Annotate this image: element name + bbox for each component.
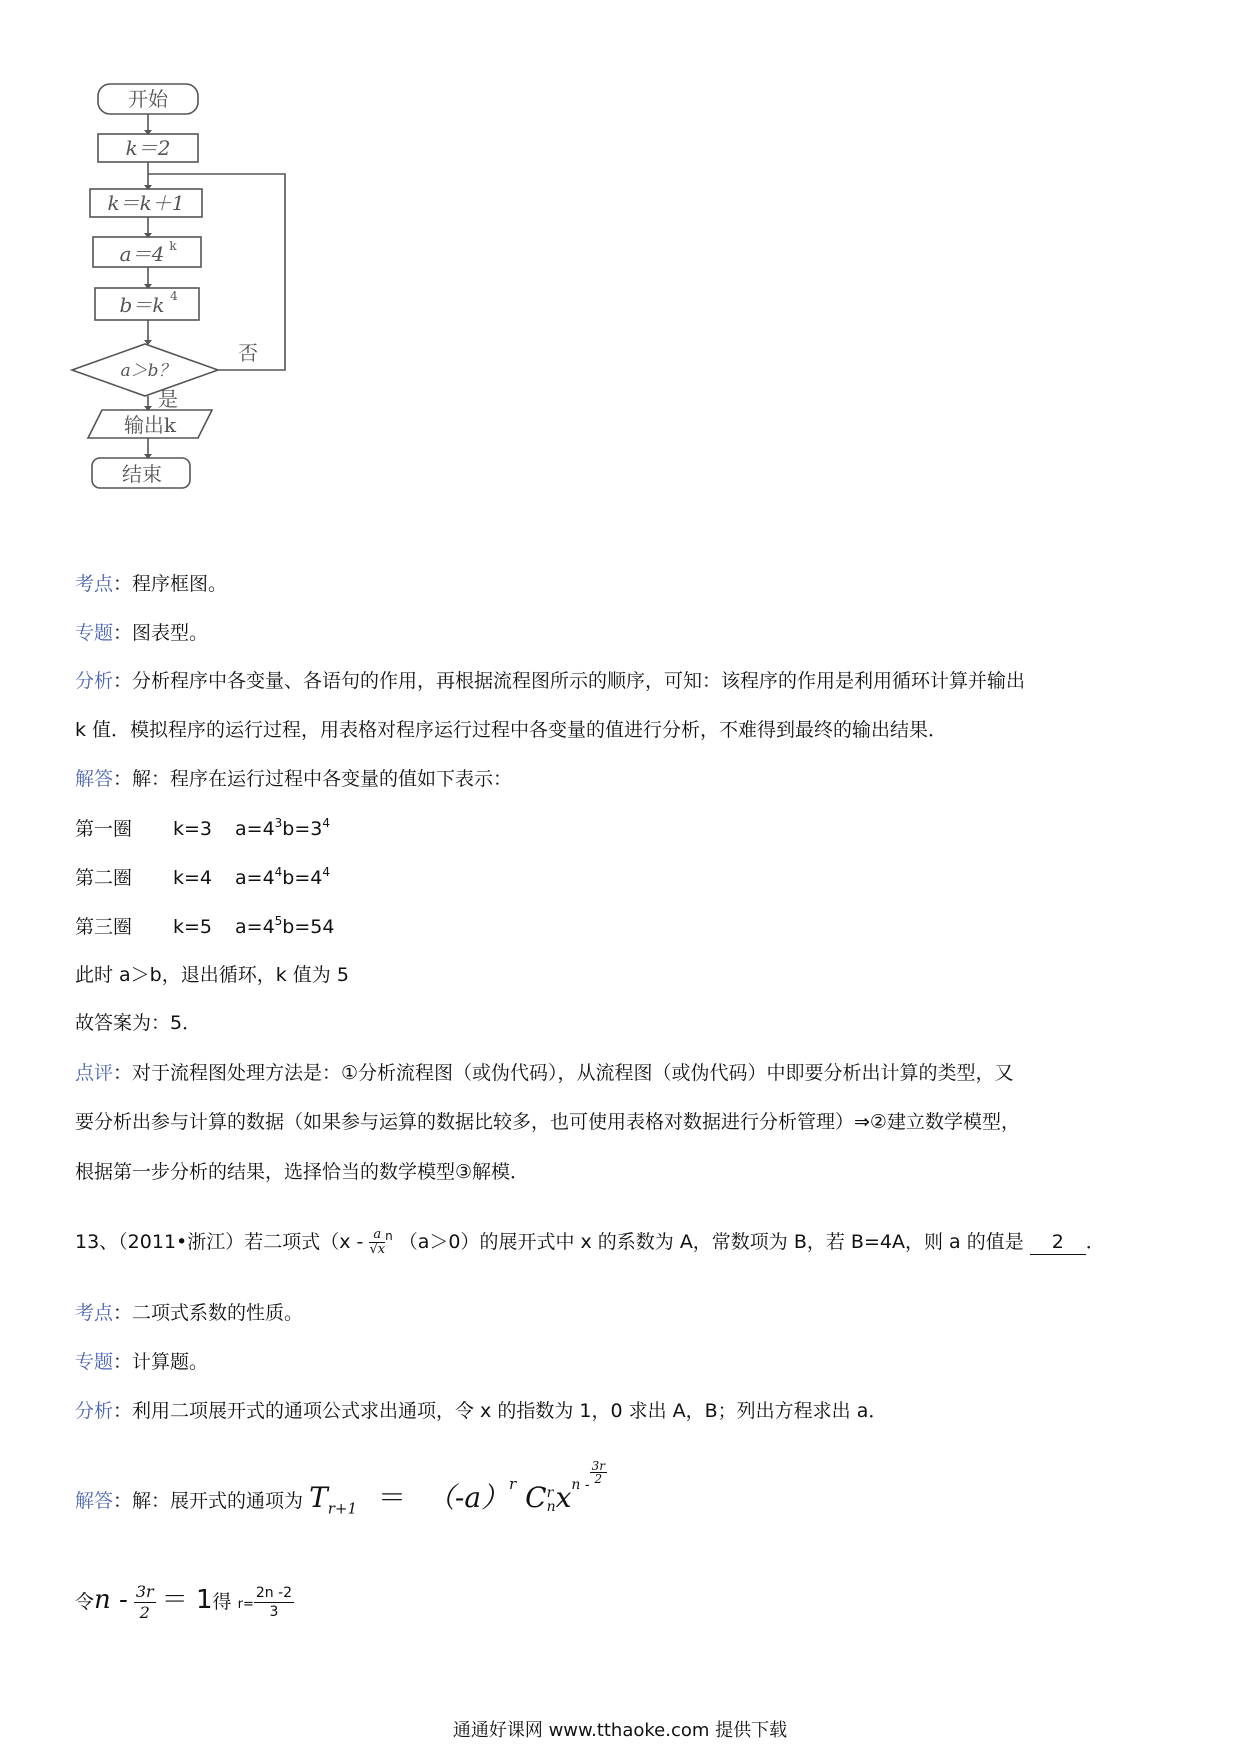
flow-condition-text: a＞b？ [120, 361, 176, 381]
round-ab: $a=4^4b=4^4$ [235, 865, 331, 889]
q13-stem-fraction: $\frac{a}{√x}$ [369, 1227, 386, 1257]
q12-dianping-line1 [75, 1061, 1014, 1085]
round-k: k=4 [173, 867, 213, 889]
q13-answer-blank: 2 [1030, 1230, 1086, 1255]
flow-assign-b-text: b＝k [119, 293, 165, 317]
fenxi-label: 分析 [75, 1400, 114, 1422]
q12-fenxi-line1 [75, 669, 1025, 693]
general-term-formula: $T_{r+1} = (-a)^r$ C r n $x^{n - \frac{3r}{2}}$ [309, 1459, 605, 1518]
fenxi-text: ：利用二项展开式的通项公式求出通项，令 x 的指数为 1，0 求出 A，B；列出方程求出 a． [113, 1400, 888, 1422]
flow-end-text: 结束 [122, 462, 162, 486]
round-row [75, 914, 335, 939]
round-label: 第一圈 [75, 818, 133, 840]
dianping-label: 点评 [75, 1062, 114, 1084]
jieda-text: ：解：程序在运行过程中各变量的值如下表示： [113, 768, 513, 790]
page-footer: 通通好课网 www.tthaoke.com 提供下载 [452, 1720, 788, 1741]
flow-output-text: 输出k [123, 413, 177, 437]
kaodian-label: 考点 [75, 1302, 114, 1324]
q12-fenxi-line2: k 值．模拟程序的运行过程，用表格对程序运行过程中各变量的值进行分析，不难得到最终的输出结果． [75, 719, 948, 741]
flow-start-text: 开始 [128, 87, 168, 111]
q13-ling-equation: 令n - $\frac{3r}{2}$ ＝ 1得 r= $\frac{2n -2}{3}$ [75, 1582, 293, 1622]
kaodian-text: ：二项式系数的性质。 [113, 1302, 304, 1324]
q12-jieda [75, 767, 512, 791]
round-row [75, 865, 331, 890]
round-label: 第三圈 [75, 916, 133, 938]
flow-increment-text: k＝k＋1 [107, 191, 185, 215]
dianping-text-1: ：对于流程图处理方法是：①分析流程图（或伪代码），从流程图（或伪代码）中即要分析出计算的类型，又 [113, 1062, 1014, 1084]
q13-fenxi [75, 1399, 887, 1423]
jieda-label: 解答 [75, 1490, 114, 1512]
round-k: k=3 [173, 818, 213, 840]
round-row [75, 816, 331, 841]
q12-kaodian [75, 572, 227, 596]
flow-assign-a-exp: k [169, 239, 177, 253]
jieda-text: ：解：展开式的通项为 [113, 1490, 304, 1512]
round-ab: $a=4^5b=54$ [235, 914, 335, 938]
flow-assign-a-text: a＝4 [119, 242, 165, 266]
exit-line: 此时 a＞b，退出循环，k 值为 5 [75, 964, 349, 986]
jieda-label: 解答 [75, 768, 114, 790]
q13-stem-exp: n [385, 1229, 393, 1243]
fenxi-label: 分析 [75, 670, 114, 692]
zhuanti-text: ：图表型。 [113, 622, 209, 644]
q13-stem-suffix: （a＞0）的展开式中 x 的系数为 A，常数项为 B，若 B=4A，则 a 的值是 [398, 1231, 1024, 1253]
flow-init-text: k＝2 [125, 136, 171, 160]
flow-yes-label: 是 [158, 387, 178, 411]
q13-jieda [75, 1459, 607, 1518]
zhuanti-label: 专题 [75, 1351, 114, 1373]
q12-zhuanti [75, 621, 208, 645]
round-k: k=5 [173, 916, 213, 938]
answer-line: 故答案为：5． [75, 1012, 202, 1034]
kaodian-label: 考点 [75, 573, 114, 595]
q13-zhuanti [75, 1350, 208, 1374]
q12-dianping-line2: 要分析出参与计算的数据（如果参与运算的数据比较多，也可使用表格对数据进行分析管理）⇒②建立数学模型， [75, 1111, 1020, 1133]
round-ab: $a=4^3b=3^4$ [235, 816, 331, 840]
round-label: 第二圈 [75, 867, 133, 889]
q13-stem-prefix: 13、（2011•浙江）若二项式（x - [75, 1231, 364, 1253]
program-flowchart [60, 80, 360, 560]
fenxi-text-1: ：分析程序中各变量、各语句的作用，再根据流程图所示的顺序，可知：该程序的作用是利用循环计算并输出 [113, 670, 1026, 692]
q13-stem: 13、（2011•浙江）若二项式（x - $\frac{a}{√x}$ $^n$ （a＞0）的展开式中 x 的系数为 A，常数项为 B，若 B=4A，则 a 的值是 2 ． [75, 1227, 1105, 1257]
zhuanti-text: ：计算题。 [113, 1351, 209, 1373]
flow-assign-b-exp: 4 [170, 289, 178, 303]
kaodian-text: ：程序框图。 [113, 573, 228, 595]
flow-no-label: 否 [238, 341, 258, 365]
q12-dianping-line3: 根据第一步分析的结果，选择恰当的数学模型③解模． [75, 1161, 530, 1183]
q13-kaodian [75, 1301, 303, 1325]
zhuanti-label: 专题 [75, 622, 114, 644]
